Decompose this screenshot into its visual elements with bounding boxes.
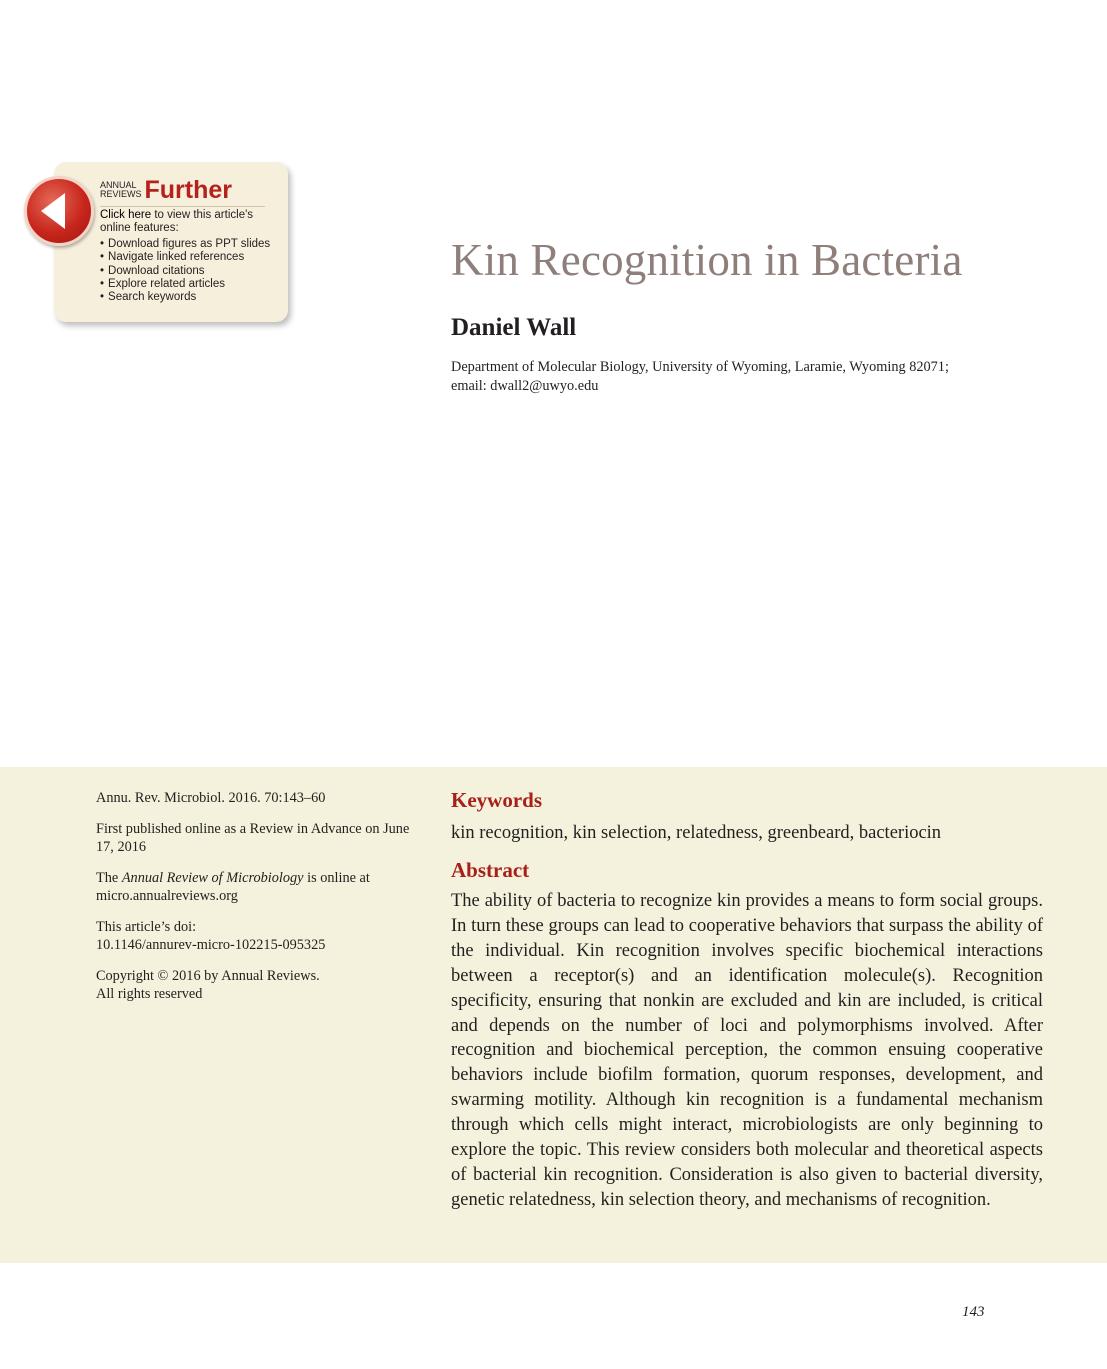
brand-small: ANNUAL REVIEWS [100,180,142,199]
feature-item[interactable]: • Navigate linked references [100,251,285,264]
abstract-text: The ability of bacteria to recognize kin provides a means to form social groups. In turn these groups can lead to cooperative behaviors that surpass the ability of the individual. Kin recognition involves specific biochemical interactions between a receptor(s) and an identification molecule(s). Recognition specificity, ensuring that nonkin are excluded and kin are included, is critical and depends on the number of loci and polymorphisms involved. After recognition and biochemical perception, the common ensuing cooperative behaviors include biofilm formation, quorum responses, development, and swarming motility. Although kin recognition is a fundamental mechanism through which cells might interact, microbiologists are only beginning to explore the topic. This review considers both molecular and theoretical aspects of bacterial kin recognition. Consideration is also given to bacterial diversity, genetic relatedness, kin selection theory, and mechanisms of recognition. [451,891,1043,1210]
citation: Annu. Rev. Microbiol. 2016. 70:143–60 [96,790,326,806]
feature-item[interactable]: • Download citations [100,265,285,278]
article-author: Daniel Wall [451,314,577,341]
doi-block: This article’s doi: 10.1146/annurev-micro-102215-095325 [96,918,326,953]
click-here-rest: to view this article's online features: [100,209,254,235]
online-at: The Annual Review of Microbiology is online at micro.annualreviews.org [96,869,370,904]
feature-item[interactable]: • Download figures as PPT slides [100,238,285,251]
author-affiliation [451,358,1051,396]
page-number: 143 [962,1304,985,1320]
further-box[interactable] [54,162,288,322]
back-arrow-icon-glyph [33,187,85,235]
feature-item[interactable]: • Explore related articles [100,278,285,291]
abstract-column [451,787,1043,1213]
journal-name: Annual Review of Microbiology [121,869,304,886]
keywords-heading: Keywords [451,788,542,812]
article-meta [96,789,416,1016]
copyright: Copyright © 2016 by Annual Reviews. All rights reserved [96,967,320,1002]
abstract-band [0,767,1107,1263]
doi[interactable]: 10.1146/annurev-micro-102215-095325 [96,937,326,953]
affiliation-line: Department of Molecular Biology, University of Wyoming, Laramie, Wyoming 82071; [451,359,949,375]
keywords-text: kin recognition, kin selection, relatedness, greenbeard, bacteriocin [451,823,942,843]
article-title: Kin Recognition in Bacteria [451,235,963,285]
abstract-heading: Abstract [451,858,530,882]
further-divider [100,206,265,207]
feature-item[interactable]: • Search keywords [100,291,285,304]
back-arrow-icon[interactable] [24,176,94,246]
further-body [100,209,285,305]
brand-further: Further [144,176,233,204]
affiliation-email: email: dwall2@uwyo.edu [451,378,599,394]
click-here-link[interactable]: Click here [100,209,152,221]
further-feature-list [100,238,285,305]
further-brand [100,177,232,203]
first-published: First published online as a Review in Advance on June 17, 2016 [96,820,410,855]
